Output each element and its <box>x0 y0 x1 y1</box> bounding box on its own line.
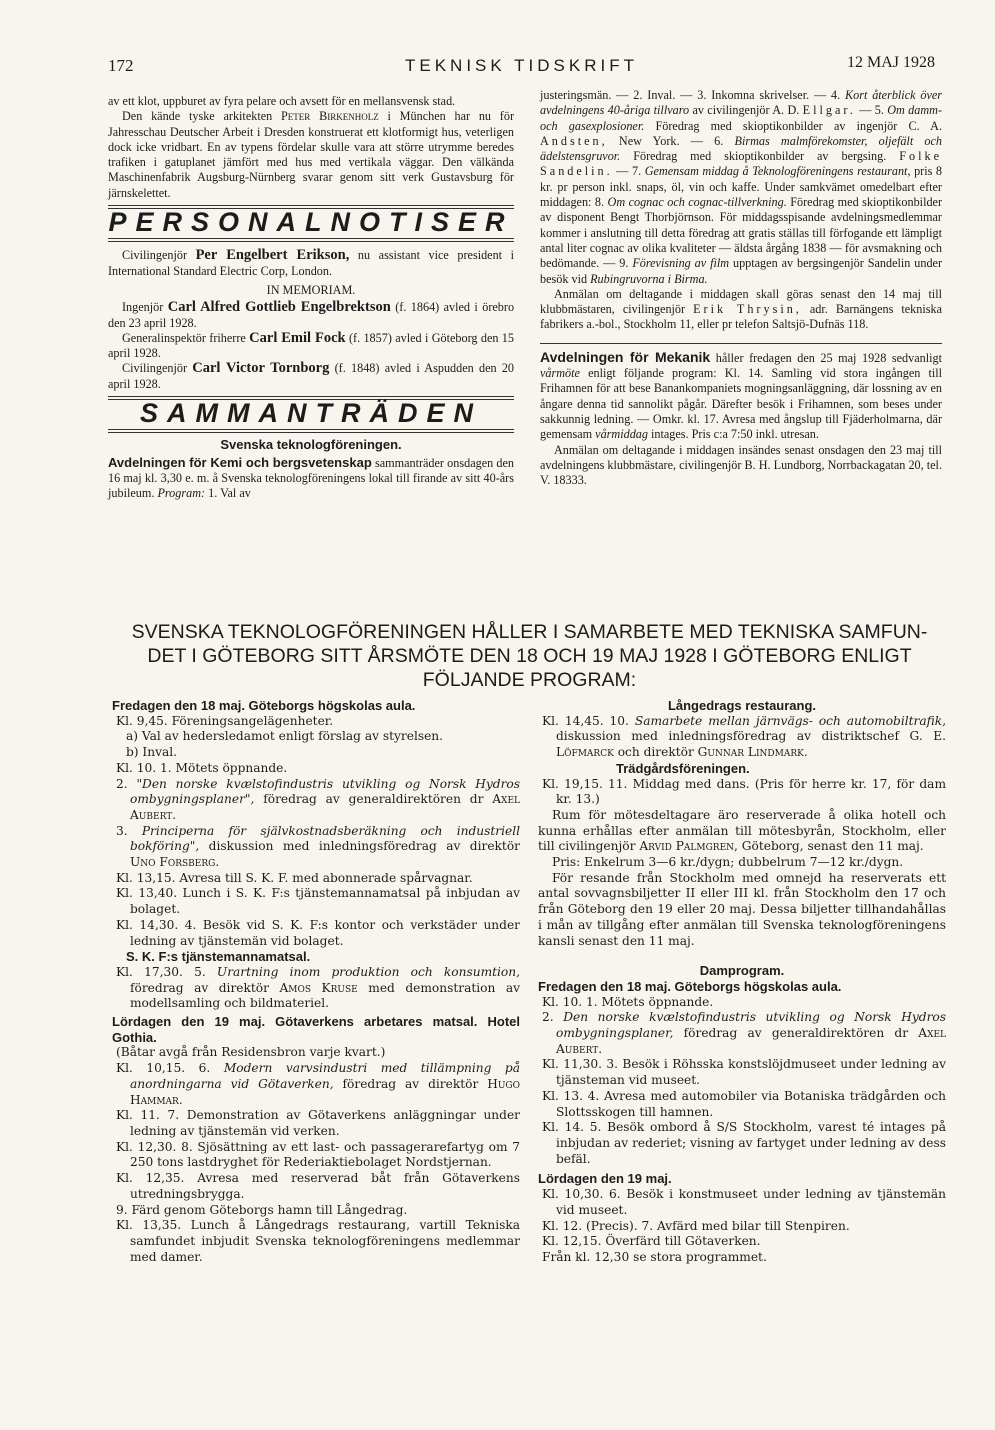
text: håller fredagen den 25 maj 1928 sedvanligt <box>715 350 942 365</box>
boat-note: (Båtar avgå från Residensbron varje kvart.) <box>116 1045 386 1060</box>
architect-name: Peter Birkenholz <box>281 109 379 124</box>
text: 4. <box>831 88 841 102</box>
intro-text: av ett klot, uppburet av fyra pelare och avsett för en mellansvensk stad. <box>108 94 456 108</box>
text: adr. Barnängens tekniska fabrikers a.-bol., Stockholm 11, eller pr telefon Saltsjö-Dufnäs 118. <box>540 302 942 332</box>
notice-erikson <box>108 248 514 279</box>
program-left-column <box>112 698 520 1265</box>
text: Den norske kvælstofindustris utvikling og Norsk Hydros ombygningsplaner, <box>556 1010 946 1041</box>
program-item <box>112 777 520 824</box>
prices-text: Pris: Enkelrum 3—6 kr./dygn; dubbelrum 7—12 kr./dygn. <box>552 855 904 870</box>
divider <box>108 429 514 433</box>
speaker-name: Hugo Hammar. <box>130 1076 520 1107</box>
program-item: Kl. 13,40. Lunch i S. K. F:s tjänstemannamatsal på inbjudan av bolaget. <box>116 886 520 917</box>
text: upptagen av bergsingenjör Sandelin under besök vid <box>540 256 943 286</box>
friday-heading: Fredagen den 18 maj. Göteborgs högskolas aula. <box>112 698 416 713</box>
notice-text: (f. 1857) avled i Göteborg den 15 april 1928. <box>108 330 514 361</box>
notice-fock <box>108 331 514 362</box>
program-item: Kl. 12,30. 8. Sjösättning av ett last- och passagerarefartyg om 7 250 tons lastdryghet för Rederiaktiebolaget Nordstjernan. <box>116 1139 520 1170</box>
mekanik-registration: Anmälan om deltagande i middagen insändes senast onsdagen den 23 maj till avdelningens klubbmästare, civilingenjör B. H. Lundborg, Norrbackagatan 20, tel. V. 18333. <box>540 442 942 488</box>
text: Birmas malmförekomster, oljefält och ädelstensgruvor. <box>540 133 943 164</box>
program-item: Kl. 13. 4. Avresa med automobiler via Botaniska trädgården och Slottsskogen till hamnen. <box>542 1088 946 1119</box>
program-item: Kl. 13,35. Lunch å Långedrags restaurang, vartill Tekniska samfundet inbjudit Svenska teknologföreningens medlemmar med damer. <box>116 1218 520 1264</box>
notice-text: (f. 1848) avled i Aspudden den 20 april 1928. <box>108 361 515 391</box>
contact-name: Erik Thrysin, <box>693 302 802 317</box>
speaker-name: Ellgar. <box>802 103 856 118</box>
text: av civilingenjör A. D. <box>692 103 800 118</box>
program-item: Kl. 12. (Precis). 7. Avfärd med bilar till Stenpiren. <box>542 1218 850 1233</box>
text: föredrag av generaldirektören dr <box>263 792 484 807</box>
speaker-name: Gunnar Lindmark. <box>697 745 808 760</box>
divider <box>108 238 514 242</box>
text: diskussion med inledningsföredrag av direktör <box>208 839 520 854</box>
saturday-heading: Lördagen den 19 maj. Götaverkens arbetares matsal. Hotel Gothia. <box>112 1014 520 1045</box>
notice-title: Ingenjör <box>122 300 164 315</box>
kemi-text: sammanträder onsdagen den 16 maj kl. 3,30 e. m. å Svenska teknologföreningens lokal till firande av sitt 40-års jubileum. <box>108 455 514 501</box>
text: Föredrag med skioptikonbilder av disponent Bengt Thorbjörnson. För middagsspisande avdelningsmedlemmar kommer i anslutning till detta föredrag att gratis ställas till förfogande ett lämpligt antal liter cognac av olika kvaliteter — äldsta årgång 1838 — för avsmakning och bedömande. — 9. <box>540 195 943 271</box>
kemi-program-continued <box>540 88 942 287</box>
text: Förevisning av film <box>632 256 730 271</box>
text: pris 8 kr. pr person inkl. snaps, öl, vin och kaffe. Under samkvämet omedelbart efter middagen: 8. <box>540 164 942 210</box>
notice-text: nu assistant vice president i International Standard Electric Corp, London. <box>108 248 515 278</box>
divider <box>540 343 942 344</box>
skf-heading: S. K. F:s tjänstemannamatsal. <box>126 949 311 965</box>
notice-name: Carl Victor Tornborg <box>192 360 330 377</box>
svtf-heading: Svenska teknologföreningen. <box>220 437 402 453</box>
mekanik-heading: Avdelningen för Mekanik <box>540 348 711 365</box>
text: 3. <box>116 823 128 838</box>
kemi-registration <box>540 287 942 333</box>
text: Kort återblick över avdelningens 40-åriga tillvaro <box>540 88 943 118</box>
travel-text: För resande från Stockholm med omnejd ha reserverats ett antal sovvagnsbiljetter II eller III kl. från Stockholm den 17 och från Göteborg den 19 eller 20 maj. Dessa biljetter tillhandahållas i mån av tillgång efter anmälan till Svenska teknologföreningens kansli senast den 11 maj. <box>538 870 946 948</box>
sammantraden-heading: SAMMANTRÄDEN <box>140 398 482 429</box>
notice-tornborg <box>108 361 514 392</box>
text: föredrag av generaldirektören dr <box>683 1026 909 1041</box>
program-right-column <box>538 698 946 1266</box>
speaker-name: Amos Kruse <box>279 980 358 995</box>
text: 2. <box>116 776 128 791</box>
text: föredrag av direktör <box>130 980 269 995</box>
birkenholz-paragraph <box>108 109 514 201</box>
rooms-text <box>538 808 946 855</box>
page-header <box>108 50 935 80</box>
text: Modern varvsindustri med tillämpning på anordningarna vid Götaverken, <box>130 1061 520 1091</box>
text: föredrag av direktör <box>342 1076 479 1091</box>
text: Om damm- och gasexplosioner. <box>540 103 943 133</box>
text: Urartning inom produktion och konsumtion, <box>216 964 520 979</box>
text: Rum för mötesdeltagare äro reserverade å olika hotell och kunna erhållas efter anmälan till mötesbyrån, Stockholm, eller till civilingenjör <box>538 807 946 854</box>
notice-title: Generalinspektör friherre <box>122 330 246 345</box>
text: Föredrag med skioptikonbilder av bergsing. <box>633 149 887 164</box>
program-item <box>112 1061 520 1108</box>
in-memoriam: IN MEMORIAM. <box>266 282 356 297</box>
program-item <box>538 1010 946 1057</box>
kemi-program-label: Program: <box>157 486 206 501</box>
notice-name: Carl Alfred Gottlieb Engelbrektson <box>167 299 391 316</box>
program-item: Kl. 10,30. 6. Besök i konstmuseet under ledning av tjänstemän vid museet. <box>542 1187 946 1217</box>
program-item: Kl. 14. 5. Besök ombord å S/S Stockholm, varest té intages på inbjudan av rederiet; visning av fartyget under ledning av dess befäl. <box>542 1120 946 1166</box>
program-item: 9. Färd genom Göteborgs hamn till Långedrag. <box>116 1202 408 1217</box>
issue-date: 12 MAJ 1928 <box>846 54 935 71</box>
banner-line: SVENSKA TEKNOLOGFÖRENINGEN HÅLLER I SAMARBETE MED TEKNISKA SAMFUN- <box>131 621 928 643</box>
program-item <box>538 714 946 761</box>
mekanik-notice <box>540 350 942 443</box>
text: "Den norske kvælstofindustris utvikling og Norsk Hydros ombygningsplaner", <box>130 776 521 807</box>
program-subitem: b) Inval. <box>126 745 178 760</box>
notice-name: Per Engelbert Erikson, <box>195 247 350 264</box>
banner-line: FÖLJANDE PROGRAM: <box>422 669 637 691</box>
text: intages. Pris c:a 7:50 inkl. utresan. <box>651 427 819 442</box>
kemi-notice <box>108 455 514 502</box>
text: justeringsmän. — 2. Inval. — 3. Inkomna skrivelser. — <box>540 88 827 102</box>
text: Föredrag med skioptikonbilder av ingenjör C. A. <box>655 118 942 133</box>
program-item: Kl. 12,35. Avresa med reserverad båt från Götaverkens utredningsbrygga. <box>116 1171 520 1201</box>
text: Principerna för självkostnadsberäkning och industriell bokföring", <box>130 823 521 854</box>
speaker-name: Andsten, <box>540 133 608 148</box>
program-item <box>112 965 520 1012</box>
program-item: Kl. 11. 7. Demonstration av Götaverkens anläggningar under ledning av tjänstemän vid verken. <box>116 1108 520 1138</box>
program-item <box>112 824 520 871</box>
text: vårmöte <box>540 366 580 381</box>
program-subitem: a) Val av hedersledamot enligt förslag av styrelsen. <box>126 729 444 744</box>
banner-line: DET I GÖTEBORG SITT ÅRSMÖTE DEN 18 OCH 19 MAJ 1928 I GÖTEBORG ENLIGT <box>147 645 912 667</box>
notice-engelbrektson <box>108 300 514 331</box>
program-item: Kl. 14,30. 4. Besök vid S. K. F:s kontor och verkstäder under ledning av tjänstemän vid bolaget. <box>116 917 520 948</box>
kemi-heading: Avdelningen för Kemi och bergsvetenskap <box>108 454 372 470</box>
left-column-top <box>108 94 514 502</box>
text: och direktör <box>617 745 694 760</box>
program-item: Kl. 10. 1. Mötets öppnande. <box>116 760 288 775</box>
text: enligt följande program: Kl. 14. Samling vid stora ingången till Frihamnen för att bese Banankompaniets mogningsanläggning, där lossning av en ångare denna tid sannolikt pågår. Därefter besök i Frihamnen, som beses under sakkunnig ledning. — Omkr. kl. 17. Avresa med ångslup till Fjäderholmarna, där gemensam <box>540 366 943 442</box>
notice-title: Civilingenjör <box>122 361 187 376</box>
notice-text: (f. 1864) avled i örebro den 23 april 1928. <box>108 300 515 330</box>
para-rest: i München har nu för Jahresschau Deutscher Arbeit i Dresden konstruerat ett klotformigt hus, veterligen dock icke vridbart. En av typens fördelar skulle vara att större utrymme beredes trafiken i gatuplanet jämfört med hus med vertikala väggar. Den välkända Maschinenfabrik Augsburg-Nürnberg svarar genom sitt verk Gustavsburg för järnskelettet. <box>108 109 515 200</box>
speaker-name: Löfmarck <box>556 745 614 760</box>
text: — 7. <box>616 164 642 179</box>
personalnotiser-heading: PERSONALNOTISER <box>108 207 514 238</box>
annual-meeting-banner <box>112 620 947 692</box>
speaker-name: Folke Sandelin. <box>540 149 943 179</box>
text: Samarbete mellan järnvägs- och automobiltrafik, <box>634 713 947 728</box>
program-item: Kl. 13,15. Avresa till S. K. F. med abonnerade spårvagnar. <box>116 870 473 885</box>
notice-name: Carl Emil Fock <box>249 329 346 346</box>
program-item: Kl. 9,45. Föreningsangelägenheter. <box>116 713 334 728</box>
program-item: Kl. 12,15. Överfärd till Götaverken. <box>542 1234 761 1249</box>
right-column-top <box>540 88 942 488</box>
text: diskussion med inledningsföredrag av distriktschef G. E. <box>556 729 946 744</box>
text: vårmiddag <box>595 427 648 442</box>
speaker-name: Axel Aubert. <box>130 792 521 822</box>
journal-title: TEKNISK TIDSKRIFT <box>405 56 638 75</box>
notice-title: Civilingenjör <box>122 248 187 263</box>
speaker-name: Uno Forsberg. <box>130 855 220 870</box>
speaker-name: Axel Aubert. <box>556 1026 947 1056</box>
text: Kl. 10,15. 6. <box>116 1061 211 1076</box>
text: Kl. 17,30. 5. <box>116 964 206 979</box>
para-start: Den kände tyske arkitekten <box>122 109 273 124</box>
tradgard-heading: Trädgårdsföreningen. <box>616 760 750 776</box>
text: Rubingruvorna i Birma. <box>590 271 708 286</box>
program-item: Kl. 10. 1. Mötets öppnande. <box>542 994 714 1009</box>
ladies-friday-heading: Fredagen den 18 maj. Göteborgs högskolas aula. <box>538 978 842 994</box>
text: Göteborg, senast den 11 maj. <box>741 839 924 854</box>
damprogram-heading: Damprogram. <box>699 963 785 979</box>
text: — 5. <box>859 103 884 118</box>
text: 2. <box>542 1010 554 1025</box>
text: Gemensam middag å Teknologföreningens restaurant, <box>644 164 911 179</box>
kemi-end: 1. Val av <box>208 486 251 501</box>
text: Om cognac och cognac-tillverkning. <box>607 195 787 210</box>
program-item: Från kl. 12,30 se stora programmet. <box>542 1249 767 1264</box>
text: med demonstration av modellsamling och bildmateriel. <box>130 980 520 1011</box>
text: Kl. 14,45. 10. <box>542 713 629 728</box>
text: New York. — 6. <box>618 133 724 148</box>
page-number: 172 <box>108 56 134 75</box>
text: Anmälan om deltagande i middagen skall göras senast den 14 maj till klubbmästaren, civilingenjör <box>540 286 942 317</box>
program-item: Kl. 19,15. 11. Middag med dans. (Pris för herre kr. 17, för dam kr. 13.) <box>542 776 946 807</box>
program-item: Kl. 11,30. 3. Besök i Röhsska konstslöjdmuseet under ledning av tjänsteman vid museet. <box>542 1057 946 1088</box>
contact-name: Arvid Palmgren, <box>639 839 738 854</box>
langedrag-heading: Långedrags restaurang. <box>667 698 817 713</box>
ladies-saturday-heading: Lördagen den 19 maj. <box>538 1171 672 1187</box>
